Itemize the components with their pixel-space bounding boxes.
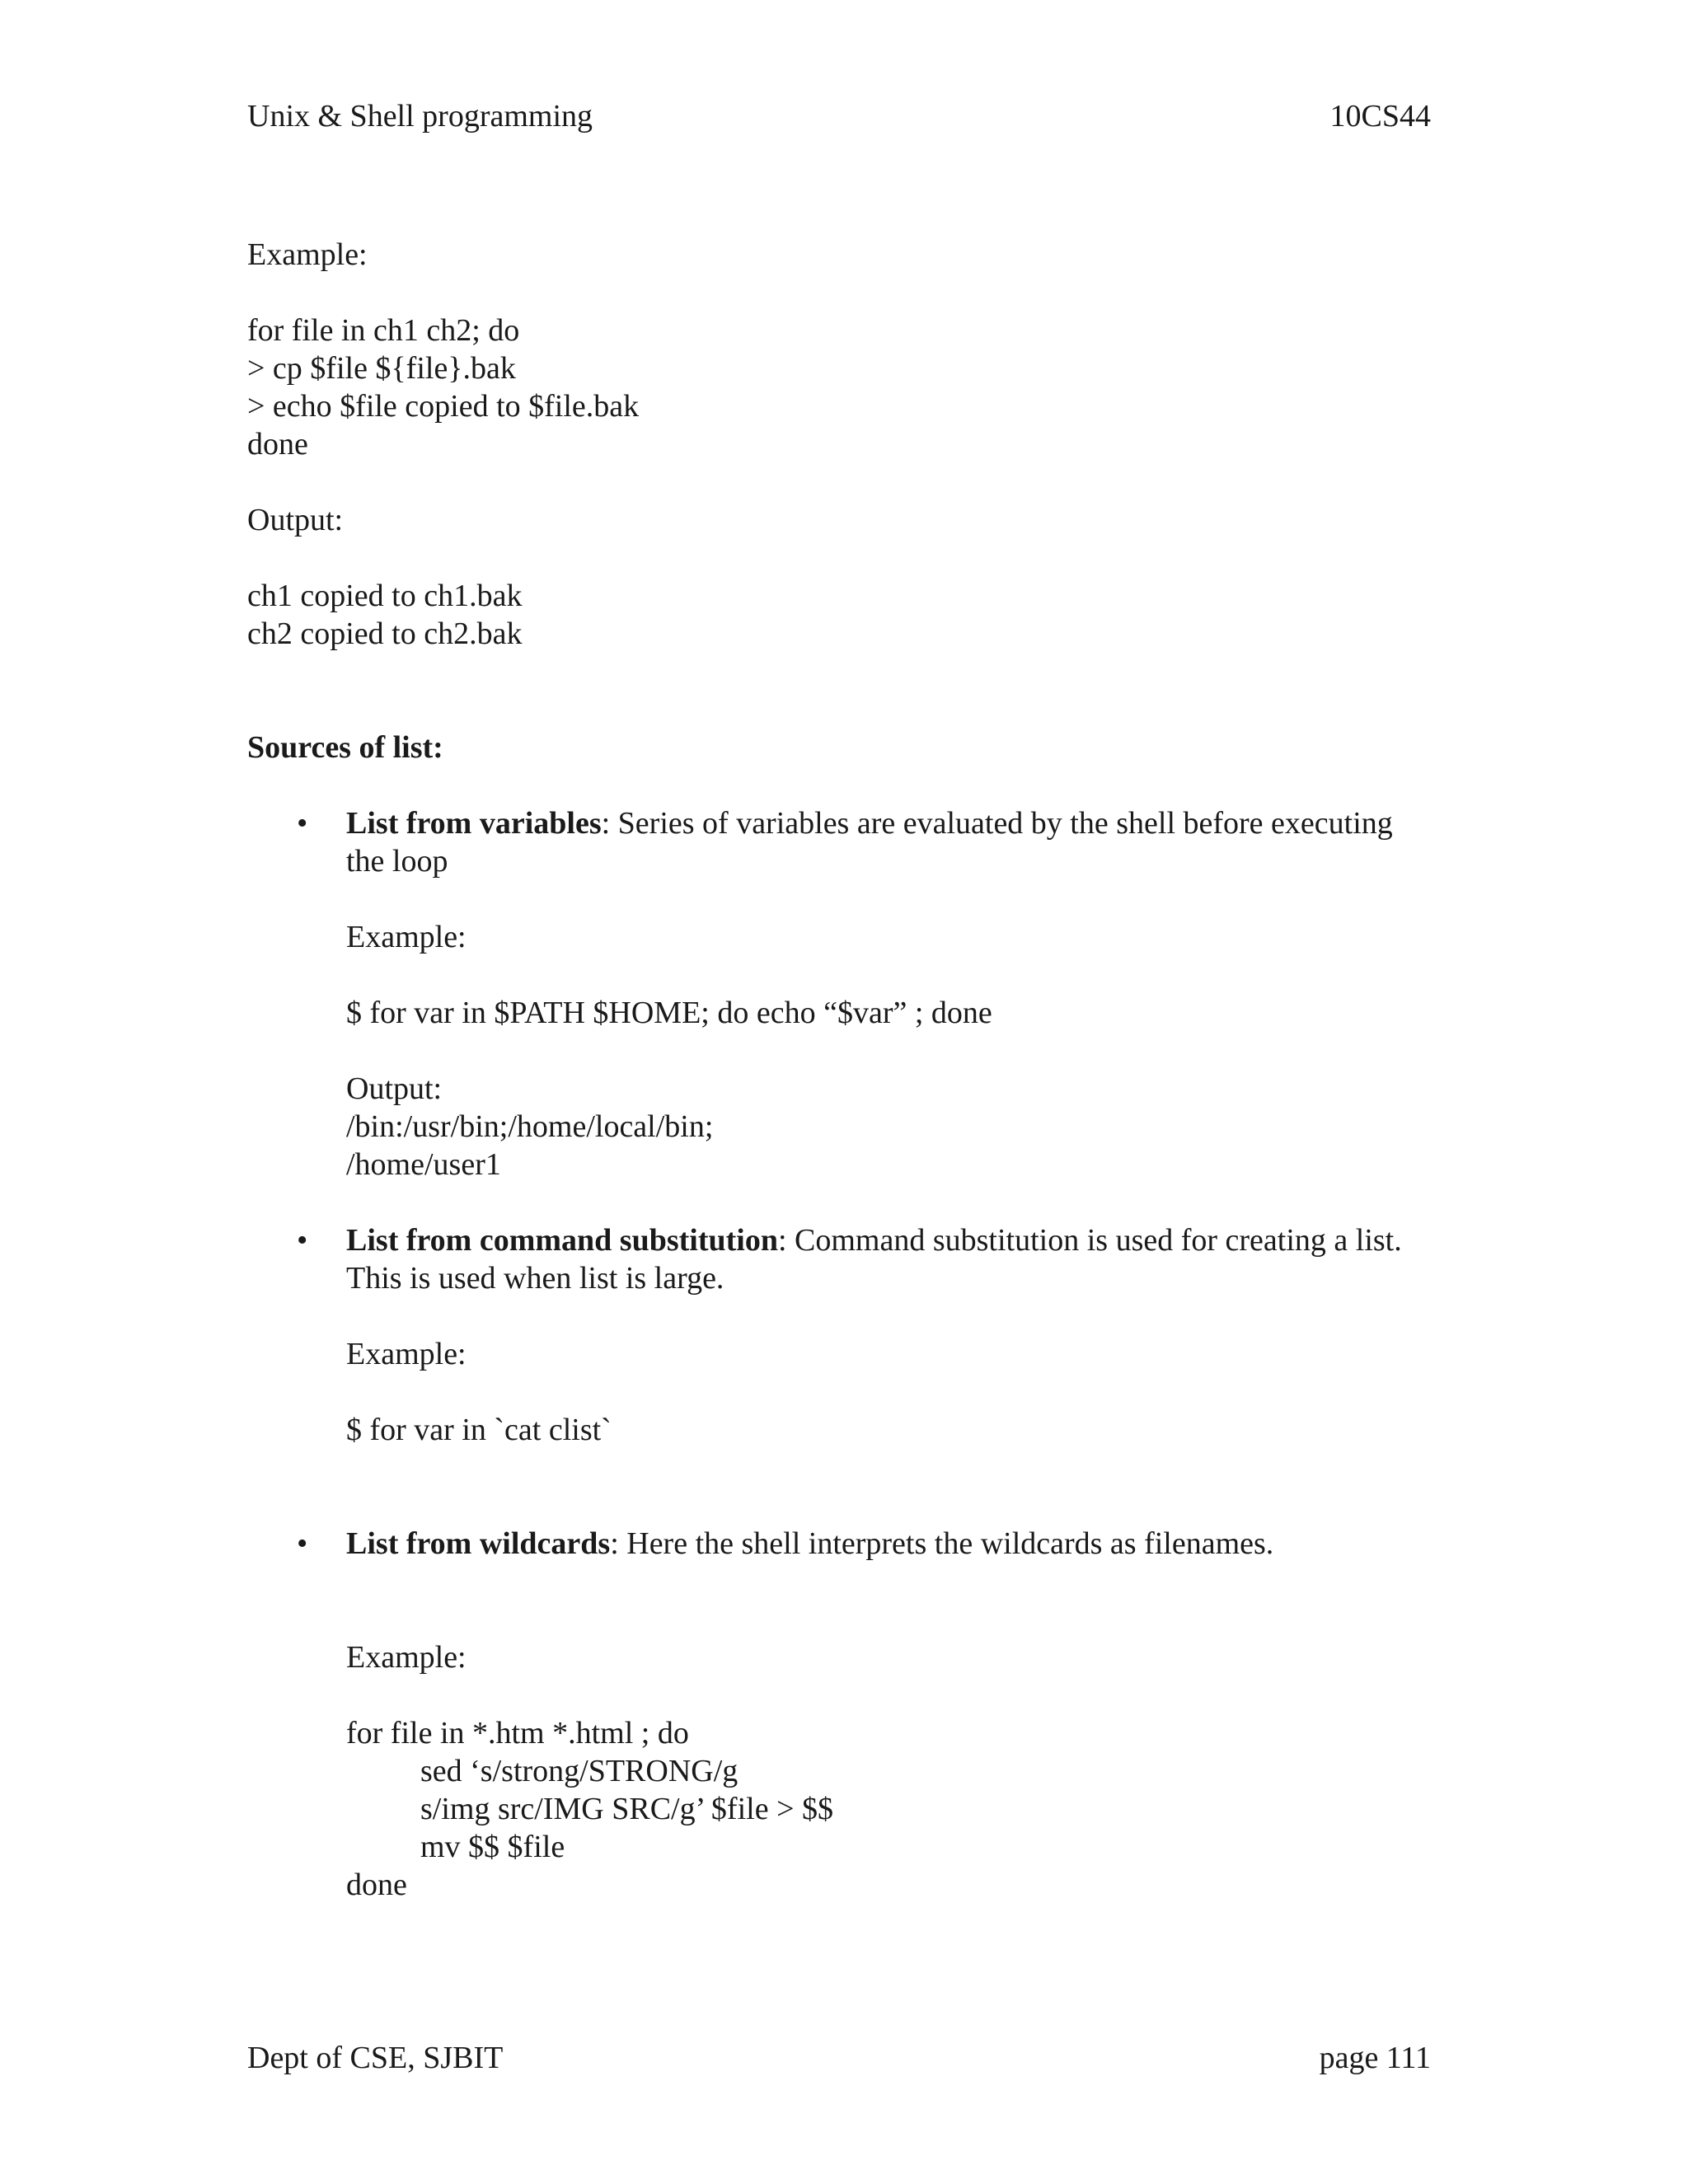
page-footer xyxy=(247,2039,1431,2077)
output-line: /home/user1 xyxy=(346,1147,501,1182)
item-description: : Series of variables are evaluated by the shell before executing the loop xyxy=(346,806,1393,879)
bullet-icon: • xyxy=(297,1223,308,1258)
bullet-icon: • xyxy=(297,1526,308,1561)
output-line: ch2 copied to ch2.bak xyxy=(247,616,523,651)
page-header xyxy=(247,97,1431,135)
output-line: /bin:/usr/bin;/home/local/bin; xyxy=(346,1109,714,1144)
example-label: Example: xyxy=(346,1337,467,1371)
code-line: $ for var in `cat clist` xyxy=(346,1413,612,1447)
department-label: Dept of CSE, SJBIT xyxy=(247,2041,504,2075)
item-paragraph xyxy=(346,804,1431,880)
example-label: Example: xyxy=(247,237,368,272)
course-title: Unix & Shell programming xyxy=(247,99,593,134)
item-description: : Command substitution is used for creating a list. This is used when list is large. xyxy=(346,1223,1402,1296)
bullet-icon: • xyxy=(297,806,308,841)
code-line: $ for var in $PATH $HOME; do echo “$var” ; done xyxy=(346,996,992,1030)
list-item xyxy=(247,1525,1431,1904)
code-line: s/img src/IMG SRC/g’ $file > $$ xyxy=(420,1792,833,1826)
example-label: Example: xyxy=(346,920,467,954)
item-term: List from variables xyxy=(346,806,602,841)
item-term: List from wildcards xyxy=(346,1526,611,1561)
output-label: Output: xyxy=(346,1071,443,1106)
section-heading: Sources of list: xyxy=(247,730,443,765)
code-line: for file in ch1 ch2; do xyxy=(247,313,520,348)
code-line: sed ‘s/strong/STRONG/g xyxy=(420,1754,738,1788)
course-code: 10CS44 xyxy=(1329,99,1431,134)
item-term: List from command substitution xyxy=(346,1223,778,1258)
code-line: for file in *.htm *.html ; do xyxy=(346,1716,689,1750)
item-description: : Here the shell interprets the wildcards as filenames. xyxy=(610,1526,1274,1561)
item-paragraph xyxy=(346,1525,1431,1563)
item-paragraph xyxy=(346,1221,1431,1297)
code-line: > cp $file ${file}.bak xyxy=(247,351,516,386)
output-label: Output: xyxy=(247,503,344,537)
list-item xyxy=(247,804,1431,1183)
output-line: ch1 copied to ch1.bak xyxy=(247,579,523,613)
code-line: done xyxy=(346,1868,407,1902)
page-content xyxy=(247,236,1431,1904)
page-number: page 111 xyxy=(1319,2041,1431,2075)
example-label: Example: xyxy=(346,1640,467,1675)
code-line: done xyxy=(247,427,308,462)
list-item xyxy=(247,1221,1431,1449)
code-line: > echo $file copied to $file.bak xyxy=(247,389,640,424)
code-line: mv $$ $file xyxy=(420,1830,565,1864)
